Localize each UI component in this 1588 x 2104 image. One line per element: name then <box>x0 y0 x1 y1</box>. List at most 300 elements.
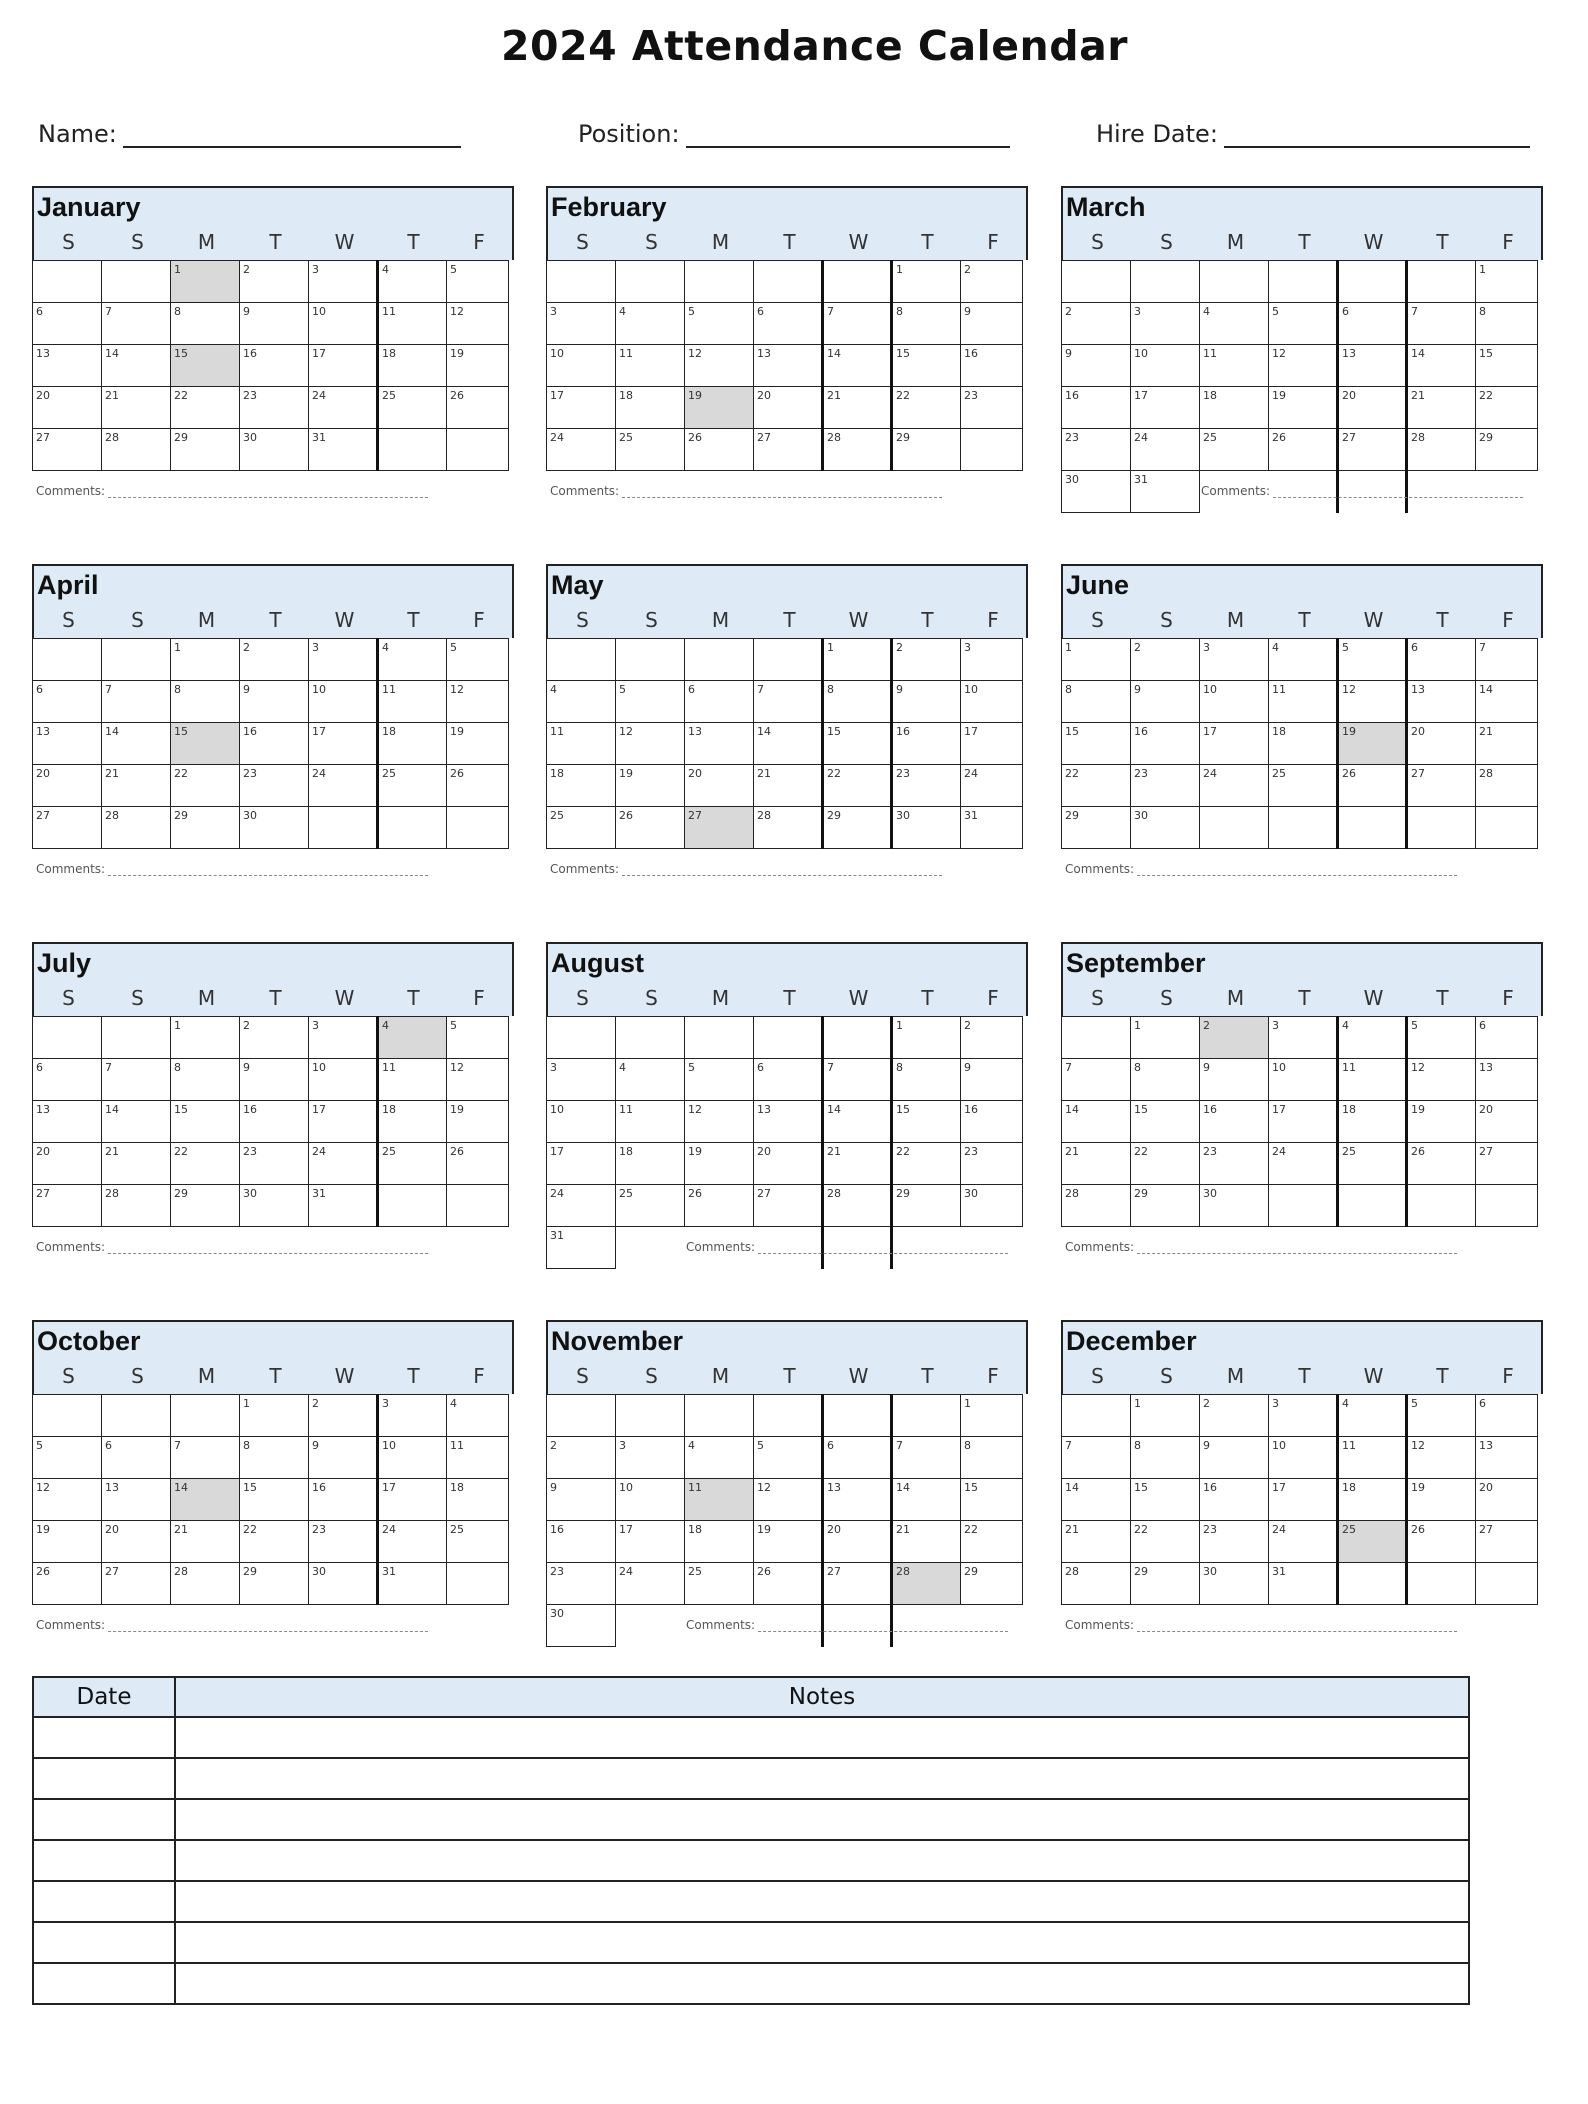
day-cell[interactable] <box>547 1437 616 1479</box>
day-cell[interactable] <box>1407 1017 1476 1059</box>
day-cell[interactable] <box>616 429 685 471</box>
day-cell[interactable] <box>1407 1143 1476 1185</box>
day-cell[interactable] <box>33 387 102 429</box>
comments-line[interactable] <box>108 487 428 498</box>
day-cell[interactable] <box>1338 345 1407 387</box>
day-cell[interactable] <box>1131 1521 1200 1563</box>
day-cell[interactable] <box>1200 639 1269 681</box>
day-cell[interactable] <box>961 1143 1023 1185</box>
day-cell[interactable] <box>240 639 309 681</box>
day-cell[interactable] <box>378 387 447 429</box>
day-cell[interactable] <box>378 681 447 723</box>
day-cell[interactable] <box>1131 1017 1200 1059</box>
day-cell[interactable] <box>616 345 685 387</box>
day-cell[interactable] <box>1407 1395 1476 1437</box>
day-cell[interactable] <box>1476 1521 1538 1563</box>
day-cell[interactable] <box>1407 1059 1476 1101</box>
day-cell[interactable] <box>1407 765 1476 807</box>
day-cell[interactable] <box>547 1227 616 1269</box>
day-cell[interactable] <box>1062 1185 1131 1227</box>
day-cell[interactable] <box>892 345 961 387</box>
day-cell[interactable] <box>102 345 171 387</box>
day-cell[interactable] <box>240 807 309 849</box>
day-cell[interactable] <box>171 387 240 429</box>
day-cell[interactable] <box>33 723 102 765</box>
notes-text-cell[interactable] <box>175 1758 1469 1799</box>
day-cell[interactable] <box>1062 1479 1131 1521</box>
day-cell[interactable] <box>1131 639 1200 681</box>
day-cell[interactable] <box>1407 387 1476 429</box>
day-cell[interactable] <box>378 765 447 807</box>
day-cell[interactable] <box>447 1479 509 1521</box>
day-cell[interactable] <box>171 1479 240 1521</box>
day-cell[interactable] <box>961 1521 1023 1563</box>
day-cell[interactable] <box>961 1437 1023 1479</box>
day-cell[interactable] <box>616 1143 685 1185</box>
name-line[interactable] <box>123 124 461 148</box>
day-cell[interactable] <box>754 303 823 345</box>
day-cell[interactable] <box>685 1185 754 1227</box>
day-cell[interactable] <box>892 1437 961 1479</box>
day-cell[interactable] <box>171 1017 240 1059</box>
day-cell[interactable] <box>309 1437 378 1479</box>
day-cell[interactable] <box>685 429 754 471</box>
day-cell[interactable] <box>616 303 685 345</box>
notes-text-cell[interactable] <box>175 1717 1469 1758</box>
month-comments[interactable] <box>1065 1240 1457 1254</box>
day-cell[interactable] <box>102 1479 171 1521</box>
day-cell[interactable] <box>685 765 754 807</box>
day-cell[interactable] <box>102 1101 171 1143</box>
day-cell[interactable] <box>1062 639 1131 681</box>
day-cell[interactable] <box>240 1395 309 1437</box>
day-cell[interactable] <box>547 1605 616 1647</box>
day-cell[interactable] <box>547 1479 616 1521</box>
day-cell[interactable] <box>33 1185 102 1227</box>
day-cell[interactable] <box>547 1185 616 1227</box>
day-cell[interactable] <box>547 1143 616 1185</box>
day-cell[interactable] <box>1269 1437 1338 1479</box>
day-cell[interactable] <box>240 1017 309 1059</box>
day-cell[interactable] <box>1131 471 1200 513</box>
day-cell[interactable] <box>823 1479 892 1521</box>
day-cell[interactable] <box>754 681 823 723</box>
day-cell[interactable] <box>1269 387 1338 429</box>
day-cell[interactable] <box>171 681 240 723</box>
day-cell[interactable] <box>961 807 1023 849</box>
day-cell[interactable] <box>1131 1101 1200 1143</box>
day-cell[interactable] <box>1338 429 1407 471</box>
day-cell[interactable] <box>616 723 685 765</box>
day-cell[interactable] <box>309 261 378 303</box>
day-cell[interactable] <box>171 1563 240 1605</box>
day-cell[interactable] <box>754 429 823 471</box>
day-cell[interactable] <box>1131 345 1200 387</box>
day-cell[interactable] <box>754 1563 823 1605</box>
day-cell[interactable] <box>547 387 616 429</box>
month-comments[interactable] <box>686 1618 1008 1632</box>
day-cell[interactable] <box>1269 1101 1338 1143</box>
day-cell[interactable] <box>1269 1563 1338 1605</box>
day-cell[interactable] <box>1131 1143 1200 1185</box>
day-cell[interactable] <box>1131 1059 1200 1101</box>
day-cell[interactable] <box>961 303 1023 345</box>
day-cell[interactable] <box>1476 1059 1538 1101</box>
day-cell[interactable] <box>823 639 892 681</box>
day-cell[interactable] <box>378 1101 447 1143</box>
day-cell[interactable] <box>1200 681 1269 723</box>
notes-date-cell[interactable] <box>33 1758 175 1799</box>
day-cell[interactable] <box>1062 1521 1131 1563</box>
day-cell[interactable] <box>1407 429 1476 471</box>
day-cell[interactable] <box>1476 387 1538 429</box>
day-cell[interactable] <box>892 429 961 471</box>
day-cell[interactable] <box>892 1185 961 1227</box>
comments-line[interactable] <box>1137 865 1457 876</box>
day-cell[interactable] <box>171 261 240 303</box>
day-cell[interactable] <box>1062 1059 1131 1101</box>
day-cell[interactable] <box>961 1059 1023 1101</box>
day-cell[interactable] <box>171 807 240 849</box>
day-cell[interactable] <box>754 387 823 429</box>
day-cell[interactable] <box>961 1479 1023 1521</box>
day-cell[interactable] <box>1269 681 1338 723</box>
hire-date-line[interactable] <box>1224 124 1530 148</box>
day-cell[interactable] <box>309 1143 378 1185</box>
day-cell[interactable] <box>961 681 1023 723</box>
day-cell[interactable] <box>171 1521 240 1563</box>
day-cell[interactable] <box>1200 765 1269 807</box>
day-cell[interactable] <box>823 765 892 807</box>
day-cell[interactable] <box>754 1479 823 1521</box>
day-cell[interactable] <box>1338 639 1407 681</box>
day-cell[interactable] <box>1200 1101 1269 1143</box>
day-cell[interactable] <box>823 1185 892 1227</box>
day-cell[interactable] <box>685 723 754 765</box>
day-cell[interactable] <box>1200 1521 1269 1563</box>
day-cell[interactable] <box>961 387 1023 429</box>
month-comments[interactable] <box>1065 1618 1457 1632</box>
day-cell[interactable] <box>1062 1563 1131 1605</box>
day-cell[interactable] <box>1407 345 1476 387</box>
day-cell[interactable] <box>1338 1143 1407 1185</box>
day-cell[interactable] <box>685 387 754 429</box>
day-cell[interactable] <box>171 1185 240 1227</box>
day-cell[interactable] <box>1407 681 1476 723</box>
day-cell[interactable] <box>754 1521 823 1563</box>
day-cell[interactable] <box>102 765 171 807</box>
comments-line[interactable] <box>758 1243 1008 1254</box>
day-cell[interactable] <box>309 345 378 387</box>
day-cell[interactable] <box>616 1059 685 1101</box>
day-cell[interactable] <box>378 1479 447 1521</box>
day-cell[interactable] <box>616 387 685 429</box>
day-cell[interactable] <box>1269 429 1338 471</box>
day-cell[interactable] <box>1062 681 1131 723</box>
day-cell[interactable] <box>1062 807 1131 849</box>
day-cell[interactable] <box>447 345 509 387</box>
month-comments[interactable] <box>550 484 942 498</box>
day-cell[interactable] <box>892 807 961 849</box>
day-cell[interactable] <box>240 1143 309 1185</box>
day-cell[interactable] <box>33 1437 102 1479</box>
day-cell[interactable] <box>1131 1479 1200 1521</box>
day-cell[interactable] <box>1200 1185 1269 1227</box>
day-cell[interactable] <box>547 1059 616 1101</box>
notes-date-cell[interactable] <box>33 1922 175 1963</box>
day-cell[interactable] <box>1476 723 1538 765</box>
day-cell[interactable] <box>547 723 616 765</box>
name-field[interactable] <box>38 120 461 148</box>
day-cell[interactable] <box>1200 1395 1269 1437</box>
day-cell[interactable] <box>1062 429 1131 471</box>
day-cell[interactable] <box>1200 1143 1269 1185</box>
day-cell[interactable] <box>309 765 378 807</box>
day-cell[interactable] <box>309 1185 378 1227</box>
day-cell[interactable] <box>378 1437 447 1479</box>
day-cell[interactable] <box>547 807 616 849</box>
day-cell[interactable] <box>892 1101 961 1143</box>
day-cell[interactable] <box>823 1101 892 1143</box>
day-cell[interactable] <box>754 807 823 849</box>
comments-line[interactable] <box>108 1243 428 1254</box>
comments-line[interactable] <box>758 1621 1008 1632</box>
day-cell[interactable] <box>685 1479 754 1521</box>
day-cell[interactable] <box>378 1059 447 1101</box>
day-cell[interactable] <box>1476 681 1538 723</box>
day-cell[interactable] <box>171 639 240 681</box>
day-cell[interactable] <box>102 807 171 849</box>
day-cell[interactable] <box>240 1437 309 1479</box>
notes-text-cell[interactable] <box>175 1963 1469 2004</box>
day-cell[interactable] <box>1476 345 1538 387</box>
day-cell[interactable] <box>823 681 892 723</box>
day-cell[interactable] <box>616 1185 685 1227</box>
day-cell[interactable] <box>616 1437 685 1479</box>
day-cell[interactable] <box>547 429 616 471</box>
position-field[interactable] <box>578 120 1010 148</box>
day-cell[interactable] <box>1407 1437 1476 1479</box>
day-cell[interactable] <box>823 1437 892 1479</box>
day-cell[interactable] <box>685 681 754 723</box>
day-cell[interactable] <box>1200 387 1269 429</box>
day-cell[interactable] <box>447 681 509 723</box>
day-cell[interactable] <box>892 1143 961 1185</box>
day-cell[interactable] <box>102 681 171 723</box>
day-cell[interactable] <box>1269 765 1338 807</box>
day-cell[interactable] <box>102 1185 171 1227</box>
day-cell[interactable] <box>1269 345 1338 387</box>
day-cell[interactable] <box>1200 1437 1269 1479</box>
day-cell[interactable] <box>961 1395 1023 1437</box>
day-cell[interactable] <box>616 1101 685 1143</box>
day-cell[interactable] <box>1062 765 1131 807</box>
notes-text-cell[interactable] <box>175 1881 1469 1922</box>
day-cell[interactable] <box>309 1017 378 1059</box>
day-cell[interactable] <box>961 639 1023 681</box>
day-cell[interactable] <box>754 1059 823 1101</box>
day-cell[interactable] <box>616 1563 685 1605</box>
day-cell[interactable] <box>1407 723 1476 765</box>
day-cell[interactable] <box>171 303 240 345</box>
day-cell[interactable] <box>378 1143 447 1185</box>
comments-line[interactable] <box>622 865 942 876</box>
day-cell[interactable] <box>1062 1101 1131 1143</box>
day-cell[interactable] <box>240 1185 309 1227</box>
day-cell[interactable] <box>1131 1185 1200 1227</box>
day-cell[interactable] <box>1338 765 1407 807</box>
day-cell[interactable] <box>240 303 309 345</box>
day-cell[interactable] <box>240 765 309 807</box>
day-cell[interactable] <box>1269 723 1338 765</box>
day-cell[interactable] <box>616 807 685 849</box>
day-cell[interactable] <box>1269 1017 1338 1059</box>
day-cell[interactable] <box>823 723 892 765</box>
day-cell[interactable] <box>1131 1437 1200 1479</box>
day-cell[interactable] <box>892 1563 961 1605</box>
day-cell[interactable] <box>1338 1059 1407 1101</box>
day-cell[interactable] <box>1269 1395 1338 1437</box>
comments-line[interactable] <box>1273 487 1523 498</box>
notes-date-cell[interactable] <box>33 1799 175 1840</box>
month-comments[interactable] <box>36 1240 428 1254</box>
comments-line[interactable] <box>1137 1621 1457 1632</box>
day-cell[interactable] <box>1200 429 1269 471</box>
day-cell[interactable] <box>961 1185 1023 1227</box>
day-cell[interactable] <box>447 1017 509 1059</box>
day-cell[interactable] <box>447 261 509 303</box>
notes-date-cell[interactable] <box>33 1881 175 1922</box>
day-cell[interactable] <box>1338 723 1407 765</box>
day-cell[interactable] <box>447 303 509 345</box>
day-cell[interactable] <box>1131 1563 1200 1605</box>
day-cell[interactable] <box>102 303 171 345</box>
day-cell[interactable] <box>961 345 1023 387</box>
day-cell[interactable] <box>102 1059 171 1101</box>
day-cell[interactable] <box>240 1479 309 1521</box>
day-cell[interactable] <box>892 1521 961 1563</box>
day-cell[interactable] <box>33 1059 102 1101</box>
day-cell[interactable] <box>102 429 171 471</box>
day-cell[interactable] <box>33 1563 102 1605</box>
notes-text-cell[interactable] <box>175 1840 1469 1881</box>
day-cell[interactable] <box>1131 723 1200 765</box>
day-cell[interactable] <box>33 303 102 345</box>
day-cell[interactable] <box>1407 1479 1476 1521</box>
day-cell[interactable] <box>1338 1521 1407 1563</box>
day-cell[interactable] <box>171 1143 240 1185</box>
day-cell[interactable] <box>1338 1479 1407 1521</box>
day-cell[interactable] <box>1476 303 1538 345</box>
day-cell[interactable] <box>685 303 754 345</box>
day-cell[interactable] <box>33 681 102 723</box>
day-cell[interactable] <box>447 765 509 807</box>
day-cell[interactable] <box>33 1521 102 1563</box>
day-cell[interactable] <box>1476 765 1538 807</box>
day-cell[interactable] <box>33 429 102 471</box>
day-cell[interactable] <box>1407 303 1476 345</box>
month-comments[interactable] <box>1065 862 1457 876</box>
day-cell[interactable] <box>685 345 754 387</box>
day-cell[interactable] <box>378 1563 447 1605</box>
day-cell[interactable] <box>961 261 1023 303</box>
day-cell[interactable] <box>1269 639 1338 681</box>
day-cell[interactable] <box>892 765 961 807</box>
day-cell[interactable] <box>33 807 102 849</box>
day-cell[interactable] <box>892 723 961 765</box>
day-cell[interactable] <box>1476 1143 1538 1185</box>
day-cell[interactable] <box>892 1059 961 1101</box>
day-cell[interactable] <box>309 387 378 429</box>
day-cell[interactable] <box>961 765 1023 807</box>
day-cell[interactable] <box>823 1563 892 1605</box>
day-cell[interactable] <box>961 723 1023 765</box>
day-cell[interactable] <box>1338 681 1407 723</box>
day-cell[interactable] <box>1476 639 1538 681</box>
day-cell[interactable] <box>1476 1479 1538 1521</box>
day-cell[interactable] <box>892 1479 961 1521</box>
day-cell[interactable] <box>447 1437 509 1479</box>
day-cell[interactable] <box>1200 1479 1269 1521</box>
day-cell[interactable] <box>102 387 171 429</box>
day-cell[interactable] <box>823 1521 892 1563</box>
day-cell[interactable] <box>309 681 378 723</box>
comments-line[interactable] <box>622 487 942 498</box>
day-cell[interactable] <box>1200 723 1269 765</box>
position-line[interactable] <box>686 124 1010 148</box>
day-cell[interactable] <box>1269 1521 1338 1563</box>
day-cell[interactable] <box>1062 471 1131 513</box>
day-cell[interactable] <box>892 303 961 345</box>
day-cell[interactable] <box>1200 303 1269 345</box>
day-cell[interactable] <box>240 387 309 429</box>
day-cell[interactable] <box>961 1563 1023 1605</box>
day-cell[interactable] <box>240 681 309 723</box>
day-cell[interactable] <box>685 1101 754 1143</box>
day-cell[interactable] <box>1476 1101 1538 1143</box>
day-cell[interactable] <box>309 1521 378 1563</box>
day-cell[interactable] <box>547 681 616 723</box>
day-cell[interactable] <box>823 429 892 471</box>
notes-text-cell[interactable] <box>175 1922 1469 1963</box>
day-cell[interactable] <box>1338 1017 1407 1059</box>
day-cell[interactable] <box>1407 1521 1476 1563</box>
day-cell[interactable] <box>102 1563 171 1605</box>
day-cell[interactable] <box>616 765 685 807</box>
day-cell[interactable] <box>547 765 616 807</box>
day-cell[interactable] <box>309 1059 378 1101</box>
day-cell[interactable] <box>823 807 892 849</box>
day-cell[interactable] <box>1476 1437 1538 1479</box>
day-cell[interactable] <box>378 261 447 303</box>
day-cell[interactable] <box>309 1395 378 1437</box>
day-cell[interactable] <box>309 1479 378 1521</box>
day-cell[interactable] <box>240 1521 309 1563</box>
day-cell[interactable] <box>378 723 447 765</box>
day-cell[interactable] <box>33 1479 102 1521</box>
day-cell[interactable] <box>1269 1059 1338 1101</box>
day-cell[interactable] <box>547 1563 616 1605</box>
month-comments[interactable] <box>36 484 428 498</box>
day-cell[interactable] <box>171 429 240 471</box>
day-cell[interactable] <box>754 723 823 765</box>
day-cell[interactable] <box>547 303 616 345</box>
day-cell[interactable] <box>1476 429 1538 471</box>
day-cell[interactable] <box>1131 807 1200 849</box>
day-cell[interactable] <box>961 1017 1023 1059</box>
day-cell[interactable] <box>1269 303 1338 345</box>
day-cell[interactable] <box>1062 303 1131 345</box>
